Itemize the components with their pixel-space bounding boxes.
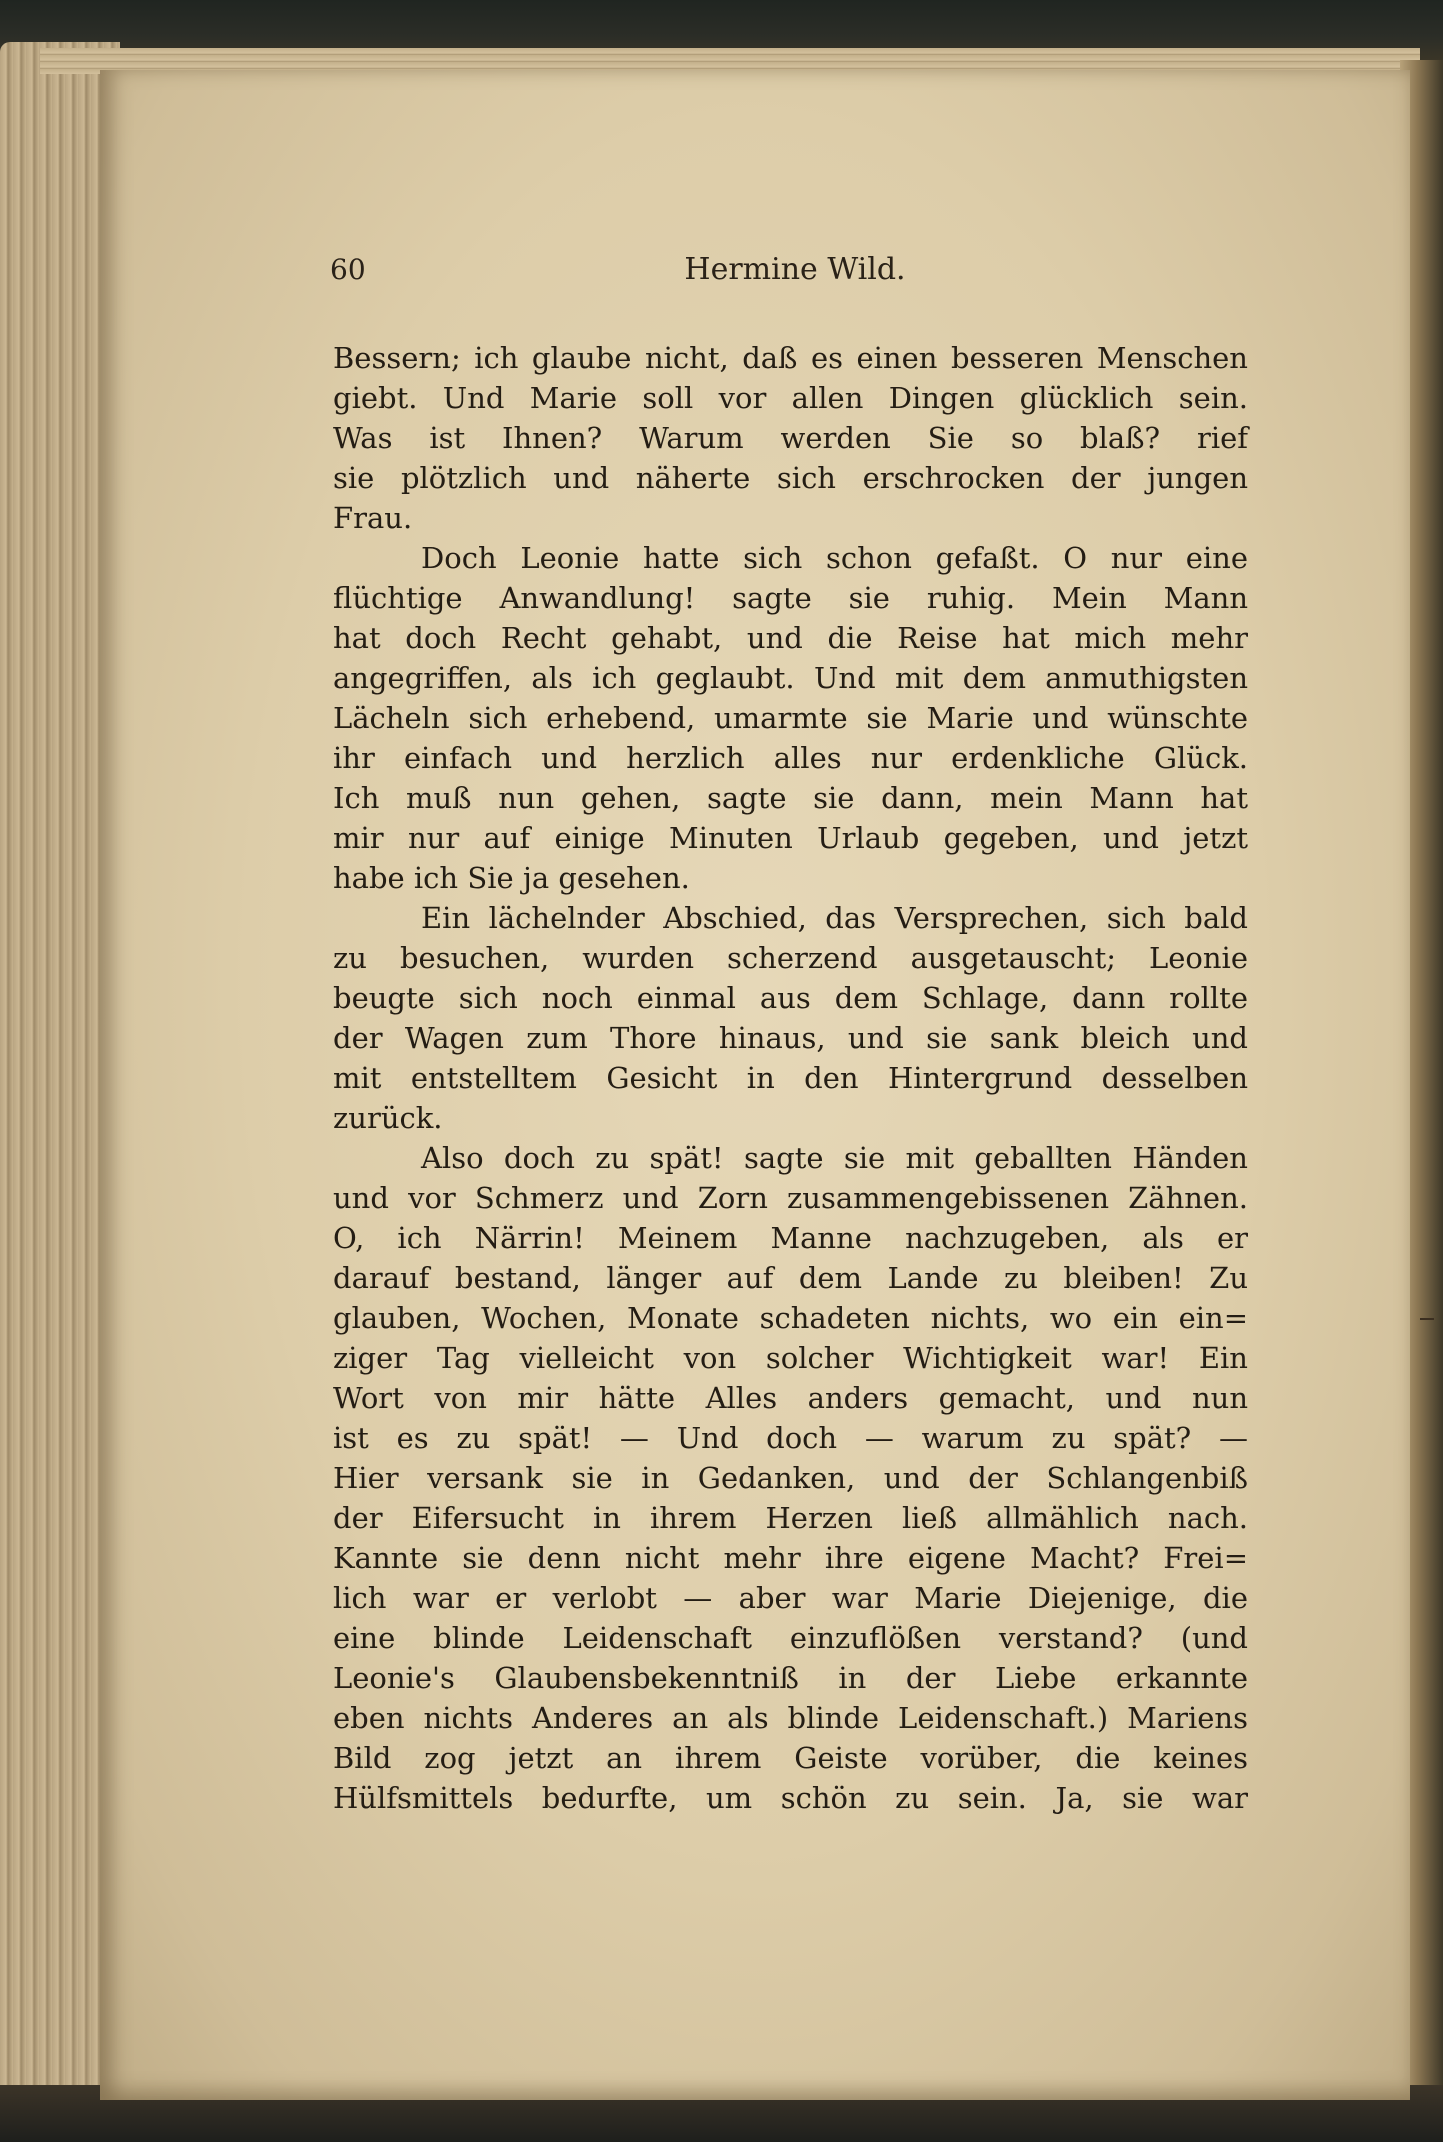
text-line: zurück. — [333, 1101, 443, 1135]
text-line: lich war er verlobt — aber war Marie Diejenige, die — [333, 1581, 1248, 1615]
text-line: sie plötzlich und näherte sich erschrocken der jungen — [333, 461, 1248, 495]
text-line: glauben, Wochen, Monate schadeten nichts, wo ein ein= — [333, 1301, 1248, 1335]
text-line: Ein lächelnder Abschied, das Versprechen, sich bald — [421, 901, 1248, 935]
text-line: Ich muß nun gehen, sagte sie dann, mein Mann hat — [333, 781, 1248, 815]
text-line: Bessern; ich glaube nicht, daß es einen besseren Menschen — [333, 341, 1248, 375]
text-line: Also doch zu spät! sagte sie mit geballten Händen — [421, 1141, 1248, 1175]
text-line: mir nur auf einige Minuten Urlaub gegeben, und jetzt — [333, 821, 1248, 855]
text-line: Hier versank sie in Gedanken, und der Schlangenbiß — [333, 1461, 1248, 1495]
text-line: Leonie's Glaubensbekenntniß in der Liebe erkannte — [333, 1661, 1248, 1695]
text-line: eben nichts Anderes an als blinde Leidenschaft.) Mariens — [333, 1701, 1248, 1735]
text-line: eine blinde Leidenschaft einzuflößen verstand? (und — [333, 1621, 1248, 1655]
text-line: ziger Tag vielleicht von solcher Wichtigkeit war! Ein — [333, 1341, 1248, 1375]
text-line: O, ich Närrin! Meinem Manne nachzugeben, als er — [333, 1221, 1248, 1255]
page-number: 60 — [330, 253, 366, 286]
text-line: der Eifersucht in ihrem Herzen ließ allmählich nach. — [333, 1501, 1248, 1535]
text-line: ist es zu spät! — Und doch — warum zu spät? — — [333, 1421, 1248, 1455]
text-line: Lächeln sich erhebend, umarmte sie Marie und wünschte — [333, 701, 1248, 735]
running-title: Hermine Wild. — [684, 252, 906, 287]
text-line: Frau. — [333, 501, 413, 535]
text-line: mit entstelltem Gesicht in den Hintergrund desselben — [333, 1061, 1248, 1095]
margin-mark — [1420, 1318, 1434, 1320]
text-line: beugte sich noch einmal aus dem Schlage, dann rollte — [333, 981, 1248, 1015]
text-line: Bild zog jetzt an ihrem Geiste vorüber, die keines — [333, 1741, 1248, 1775]
text-line: flüchtige Anwandlung! sagte sie ruhig. Mein Mann — [333, 581, 1248, 615]
text-line: angegriffen, als ich geglaubt. Und mit dem anmuthigsten — [333, 661, 1248, 695]
text-line: habe ich Sie ja gesehen. — [333, 861, 690, 895]
text-line: der Wagen zum Thore hinaus, und sie sank bleich und — [333, 1021, 1248, 1055]
text-line: ihr einfach und herzlich alles nur erdenkliche Glück. — [333, 741, 1248, 775]
body-text — [333, 338, 1248, 1818]
text-line: Kannte sie denn nicht mehr ihre eigene Macht? Frei= — [333, 1541, 1248, 1575]
text-line: Was ist Ihnen? Warum werden Sie so blaß? rief — [333, 421, 1248, 455]
text-line: darauf bestand, länger auf dem Lande zu bleiben! Zu — [333, 1261, 1248, 1295]
page-header — [330, 250, 1260, 290]
text-line: und vor Schmerz und Zorn zusammengebissenen Zähnen. — [333, 1181, 1248, 1215]
text-line: giebt. Und Marie soll vor allen Dingen glücklich sein. — [333, 381, 1248, 415]
text-line: Doch Leonie hatte sich schon gefaßt. O nur eine — [421, 541, 1248, 575]
text-line: Hülfsmittels bedurfte, um schön zu sein. Ja, sie war — [333, 1781, 1248, 1815]
text-line: Wort von mir hätte Alles anders gemacht, und nun — [333, 1381, 1248, 1415]
text-line: hat doch Recht gehabt, und die Reise hat mich mehr — [333, 621, 1248, 655]
text-line: zu besuchen, wurden scherzend ausgetauscht; Leonie — [333, 941, 1248, 975]
